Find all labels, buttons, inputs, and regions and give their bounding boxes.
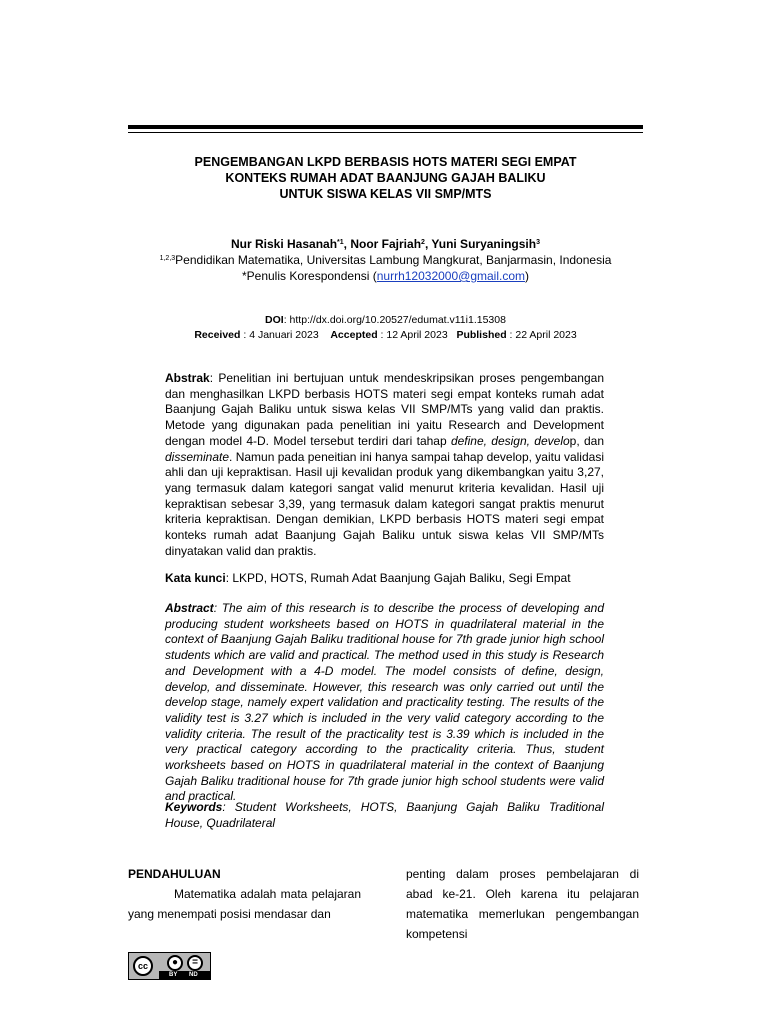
body-paragraph-right: penting dalam proses pembelajaran di abad ke-21. Oleh karena itu pelajaran matematika memerlukan pengembangan kompetensi — [406, 867, 639, 941]
abstrak-disseminate-term: disseminate — [165, 449, 230, 464]
author-list — [128, 236, 643, 252]
abstrak-text-3: . Namun pada peneitian ini hanya sampai tahap develop, yaitu validasi ahli dan uji kepraktisan. Hasil uji kevalidan produk yang dikembangkan yaitu 3,27, yang termasuk dalam kategori sangat valid menurut kriteria kevalidan. Hasil uji kepraktisan sebesar 3,39, yang termasuk dalam kategori sangat praktis menurut kriteria kepraktisan. Dengan demikian, LKPD berbasis HOTS materi segi empat konteks rumah adat Baanjung Gajah Baliku untuk siswa kelas VII SMP/MTs dinyatakan valid dan praktis. — [165, 449, 604, 558]
keywords-label: Keywords — [165, 800, 223, 814]
section-heading: PENDAHULUAN — [128, 867, 221, 881]
title-line-3: UNTUK SISWA KELAS VII SMP/MTS — [279, 187, 492, 201]
received-label: Received — [194, 329, 241, 341]
title-line-2: KONTEKS RUMAH ADAT BAANJUNG GAJAH BALIKU — [225, 171, 546, 185]
publication-dates — [128, 328, 643, 342]
accepted-label: Accepted — [330, 329, 378, 341]
author-name: Nur Riski Hasanah — [231, 237, 338, 251]
abstract-text: : The aim of this research is to describe the process of developing and producing student worksheets based on HOTS in quadrilateral material in the context of Baanjung Gajah Baliku traditional house for 7th grade junior high school students which are valid and practical. The method used in this study is Research and Development with a 4-D model. The model consists of define, design, develop, and disseminate. However, this research was only carried out until the develop stage, namely expert validation and practicality testing. The results of the validity test is 3.27 which is included in the very valid category according to the validity criteria. The result of the practicality test is 3.39 which is included in the very practical category according to the practicality criteria. Thus, student worksheets based on HOTS in quadrilateral material in the context of Baanjung Gajah Baliku traditional house for 7th grade junior high school students were valid and practical. — [165, 601, 604, 804]
published-label: Published — [456, 329, 507, 341]
body-column-left — [128, 864, 361, 924]
correspondence — [128, 268, 643, 284]
kata-kunci-text: : LKPD, HOTS, Rumah Adat Baanjung Gajah Baliku, Segi Empat — [225, 571, 571, 585]
keywords-text: : Student Worksheets, HOTS, Baanjung Gajah Baliku Traditional House, Quadrilateral — [165, 800, 604, 830]
header-rule-thin — [128, 132, 643, 133]
doi-label: DOI — [265, 314, 284, 326]
abstrak-text-1: : Penelitian ini bertujuan untuk mendeskripsikan proses pengembangan dan menghasilkan LKPD berbasis HOTS materi segi empat konteks rumah adat Baanjung Gajah Baliku untuk siswa kelas VII SMP/MTs yang valid dan praktis. Metode yang digunakan pada penelitian ini yaitu Research and Development dengan model 4-D. Model tersebut terdiri dari tahap — [165, 371, 604, 448]
author-name: Noor Fajriah — [350, 237, 422, 251]
abstrak-define-terms: define, design, develo — [450, 433, 570, 448]
cc-nd-label: ND — [189, 972, 198, 978]
author-separator: , — [343, 237, 351, 251]
author-superscript: 3 — [536, 239, 540, 246]
cc-license-badge[interactable] — [128, 952, 211, 980]
paper-title — [128, 154, 643, 202]
author-superscript: 2 — [421, 239, 425, 246]
doi-line — [128, 313, 643, 327]
kata-kunci-paragraph — [165, 571, 604, 587]
correspondence-email-link[interactable]: nurrh12032000@gmail.com — [376, 269, 525, 283]
abstrak-paragraph — [165, 371, 604, 559]
author-superscript: *1 — [337, 239, 344, 246]
published-value: : 22 April 2023 — [506, 329, 577, 341]
affiliation — [128, 252, 643, 268]
cc-icon: cc — [133, 956, 153, 976]
accepted-value: : 12 April 2023 — [377, 329, 448, 341]
abstrak-label: Abstrak — [165, 371, 210, 385]
author-name: Yuni Suryaningsih — [431, 237, 537, 251]
keywords-paragraph — [165, 800, 604, 831]
abstract-label: Abstract — [165, 601, 214, 615]
cc-label-strip — [159, 971, 210, 979]
title-line-1: PENGEMBANGAN LKPD BERBASIS HOTS MATERI SEGI EMPAT — [194, 155, 577, 169]
author-separator: , — [424, 237, 432, 251]
body-column-right — [406, 864, 639, 944]
correspondence-prefix: *Penulis Korespondensi ( — [241, 269, 377, 283]
abstrak-text-2: p, dan — [569, 433, 604, 448]
affiliation-text: Pendidikan Matematika, Universitas Lambung Mangkurat, Banjarmasin, Indonesia — [175, 253, 612, 267]
doi-value[interactable]: : http://dx.doi.org/10.20527/edumat.v11i1.15308 — [283, 314, 506, 326]
header-rule-thick — [128, 125, 643, 129]
abstract-english-paragraph — [165, 601, 604, 805]
kata-kunci-label: Kata kunci — [165, 571, 226, 585]
attribution-person-icon: ● — [167, 955, 183, 971]
received-value: : 4 Januari 2023 — [240, 329, 319, 341]
body-paragraph-left: Matematika adalah mata pelajaran yang menempati posisi mendasar dan — [128, 887, 361, 921]
correspondence-suffix: ) — [525, 269, 529, 283]
affiliation-superscript: 1,2,3 — [159, 255, 176, 262]
cc-by-label: BY — [169, 972, 178, 978]
no-derivatives-icon: = — [187, 955, 203, 971]
